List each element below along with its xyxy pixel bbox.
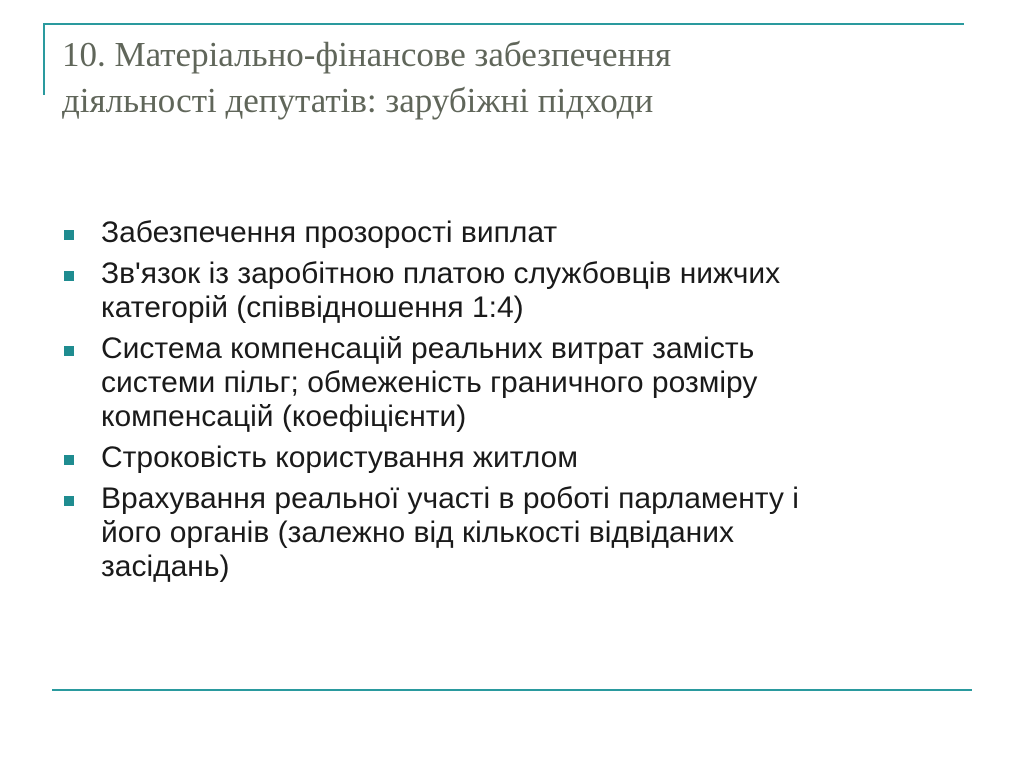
bottom-rule — [52, 689, 972, 691]
top-rule — [44, 23, 964, 25]
bullet-text-line: Забезпечення прозорості виплат — [101, 216, 558, 249]
bullet-item — [62, 441, 962, 475]
square-bullet-icon — [64, 271, 74, 281]
bullet-text-line: його органів (залежно від кількості відвіданих — [101, 516, 735, 549]
bullet-text-line: категорій (співвідношення 1:4) — [101, 291, 524, 324]
bullet-text-line: Врахування реальної участі в роботі парламенту і — [101, 482, 799, 515]
bullet-item — [62, 216, 962, 250]
left-accent-rule — [43, 23, 45, 95]
bullet-item — [62, 257, 962, 325]
bullet-text-line: Система компенсацій реальних витрат замість — [101, 332, 755, 365]
bullet-text-line: засідань) — [101, 550, 230, 583]
slide-title — [62, 32, 962, 124]
bullet-text-line: компенсацій (коефіцієнти) — [101, 400, 467, 433]
square-bullet-icon — [64, 455, 74, 465]
slide-title-line: 10. Матеріально-фінансове забезпечення — [62, 35, 672, 74]
square-bullet-icon — [64, 496, 74, 506]
bullet-text-line: системи пільг; обмеженість граничного розміру — [101, 366, 758, 399]
bullet-text-line: Зв'язок із заробітною платою службовців нижчих — [101, 257, 781, 290]
square-bullet-icon — [64, 230, 74, 240]
bullet-item — [62, 332, 962, 434]
square-bullet-icon — [64, 346, 74, 356]
bullet-text-line: Строковість користування житлом — [101, 441, 578, 474]
slide-title-line: діяльності депутатів: зарубіжні підходи — [62, 81, 654, 120]
bullet-item — [62, 482, 962, 584]
bullet-list — [62, 216, 962, 591]
